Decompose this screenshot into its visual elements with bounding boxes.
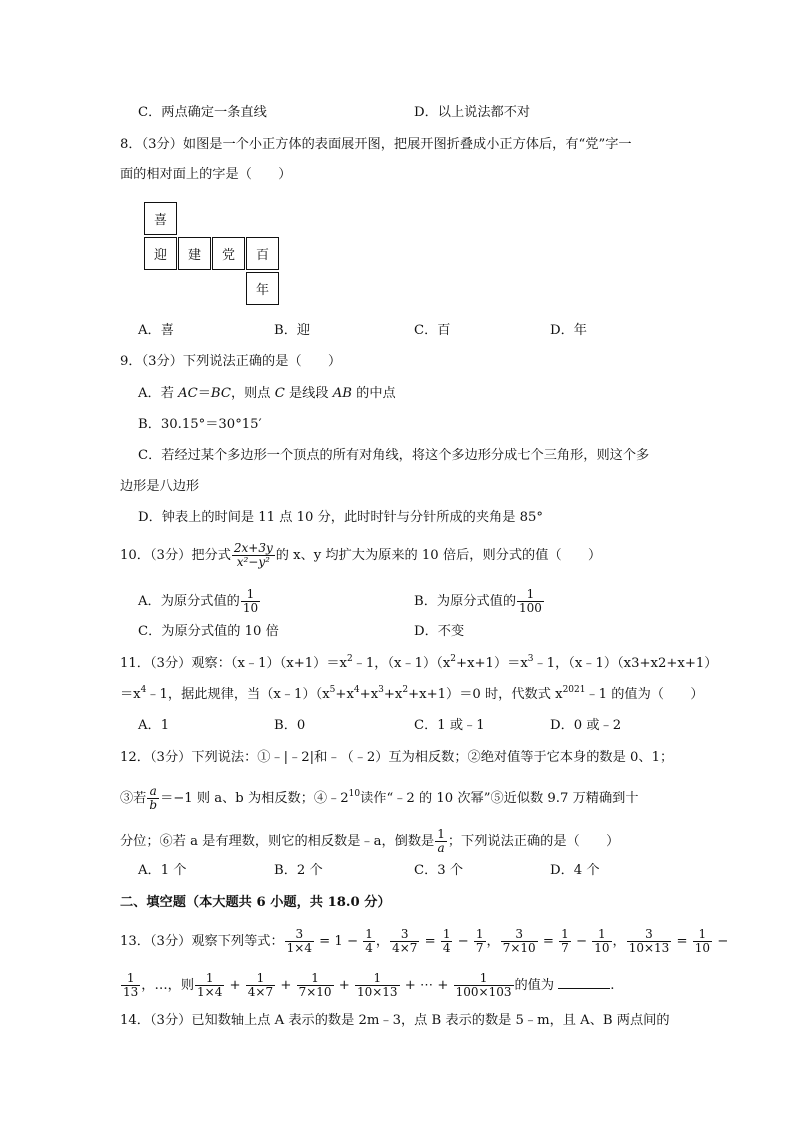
q10-fraction: $\frac{2x+3y}{\text{x²−y²}}$ bbox=[233, 541, 273, 569]
q11-option-d: D．0 或﹣2 bbox=[550, 718, 622, 733]
section-heading-fill-in: 二、填空题（本大题共 6 小题，共 18.0 分） bbox=[120, 895, 391, 910]
q10-option-c: C．为原分式值的 10 倍 bbox=[138, 624, 279, 639]
q9-option-d: D．钟表上的时间是 11 点 10 分，此时时针与分针所成的夹角是 85° bbox=[138, 510, 543, 525]
q12-option-b: B．2 个 bbox=[274, 863, 323, 878]
q10-stem: 10．（3分）把分式 $\frac{2x+3y}{\text{x²−y²}}$ 的 x、y 均扩大为原来的 10 倍后，则分式的值（ ） bbox=[120, 541, 602, 569]
q11-option-a: A．1 bbox=[138, 718, 170, 733]
q10-option-a: A．为原分式值的 $\frac{1}{10}$ bbox=[138, 587, 259, 615]
net-cell-dang: 党 bbox=[212, 237, 245, 270]
q7-option-c: C．两点确定一条直线 bbox=[138, 105, 267, 120]
q13-line1: 13．（3分）观察下列等式： $\frac{3}{1\times 4}$ = 1 − $\frac{1}{4}$ ， $\frac{3}{4\times 7}$ = $\frac{1}{4}$ − $\frac{1}{7}$ ， $\frac{3}{7\times 10}$ = $\frac{1}{7}$ − $\frac{1}{10}$ ， $\frac{3}{10\times 13}$ = $\frac{1}{10}$ − bbox=[120, 927, 729, 955]
q12-stem-line3: 分位；⑥若 a 是有理数，则它的相反数是﹣a，倒数是 $\frac{1}{a}$ ；下列说法正确的是（ ） bbox=[120, 827, 620, 855]
q11-option-b: B．0 bbox=[274, 718, 306, 733]
q8-option-c: C．百 bbox=[414, 323, 451, 338]
q8-option-a: A．喜 bbox=[138, 323, 174, 338]
cube-net-diagram bbox=[144, 202, 280, 306]
q11-stem-line1: 11．（3分）观察：$(x﹣1)(x+1)=x^2﹣1$，$(x﹣1)(x^2+x+1)=x^3﹣1$，（x﹣1）（x3+x2+x+1） bbox=[120, 654, 718, 671]
q8-stem-line2: 面的相对面上的字是（ ） bbox=[120, 167, 292, 182]
net-cell-ying: 迎 bbox=[144, 237, 177, 270]
q10-option-d: D．不变 bbox=[414, 624, 465, 639]
q13-line2: $\frac{1}{13}$ ，…，则 $\frac{1}{1\times 4}$ + $\frac{1}{4\times 7}$ + $\frac{1}{7\times 10}$ + $\frac{1}{10\times 13}$ + ⋯ + $\frac{1}{100\times 103}$ 的值为 . bbox=[123, 971, 615, 999]
q9-stem: 9．（3分）下列说法正确的是（ ） bbox=[120, 354, 342, 369]
q12-stem-line2: ③若 $\frac{a}{b}$ ＝−1 则 a、b 为相反数；$④﹣2^{10}$读作“﹣2 的 10 次幂”⑤近似数 9.7 万精确到十 bbox=[120, 784, 639, 812]
q10-option-b: B．为原分式值的 $\frac{1}{100}$ bbox=[414, 587, 542, 615]
q9-option-b: B．30.15°＝30°15′ bbox=[138, 417, 262, 432]
q12-option-d: D．4 个 bbox=[550, 863, 600, 878]
net-cell-jian: 建 bbox=[178, 237, 211, 270]
q7-option-d: D．以上说法都不对 bbox=[414, 105, 531, 120]
q12-option-c: C．3 个 bbox=[414, 863, 464, 878]
q11-stem-line2: $=x^4﹣1$，据此规律，当$(x﹣1)(x^5+x^4+x^3+x^2+x+1)=0$ 时，代数式 $x^{2021}﹣1$ 的值为（ ） bbox=[120, 685, 704, 702]
net-cell-bai: 百 bbox=[246, 237, 279, 270]
q13-answer-blank[interactable] bbox=[558, 976, 610, 989]
q14-stem-line1: 14．（3分）已知数轴上点 A 表示的数是 2m﹣3，点 B 表示的数是 5﹣m，且 A、B 两点间的 bbox=[120, 1013, 670, 1028]
q8-stem-line1: 8．（3分）如图是一个小正方体的表面展开图，把展开图折叠成小正方体后，有“党”字一 bbox=[120, 137, 632, 152]
q12-stem-line1: 12．（3分）下列说法：①﹣|﹣2|和﹣（﹣2）互为相反数；②绝对值等于它本身的数是 0、1； bbox=[120, 750, 674, 765]
q8-option-d: D．年 bbox=[550, 323, 587, 338]
q12-option-a: A．1 个 bbox=[138, 863, 187, 878]
net-cell-xi: 喜 bbox=[144, 202, 177, 235]
net-cell-nian: 年 bbox=[246, 272, 279, 305]
q9-option-c-line2: 边形是八边形 bbox=[120, 479, 200, 494]
q9-option-c-line1: C．若经过某个多边形一个顶点的所有对角线，将这个多边形分成七个三角形，则这个多 bbox=[138, 448, 650, 463]
q9-option-a: A．若 AC＝BC，则点 C 是线段 AB 的中点 bbox=[138, 386, 396, 401]
q11-option-c: C．1 或﹣1 bbox=[414, 718, 485, 733]
q8-option-b: B．迎 bbox=[274, 323, 311, 338]
